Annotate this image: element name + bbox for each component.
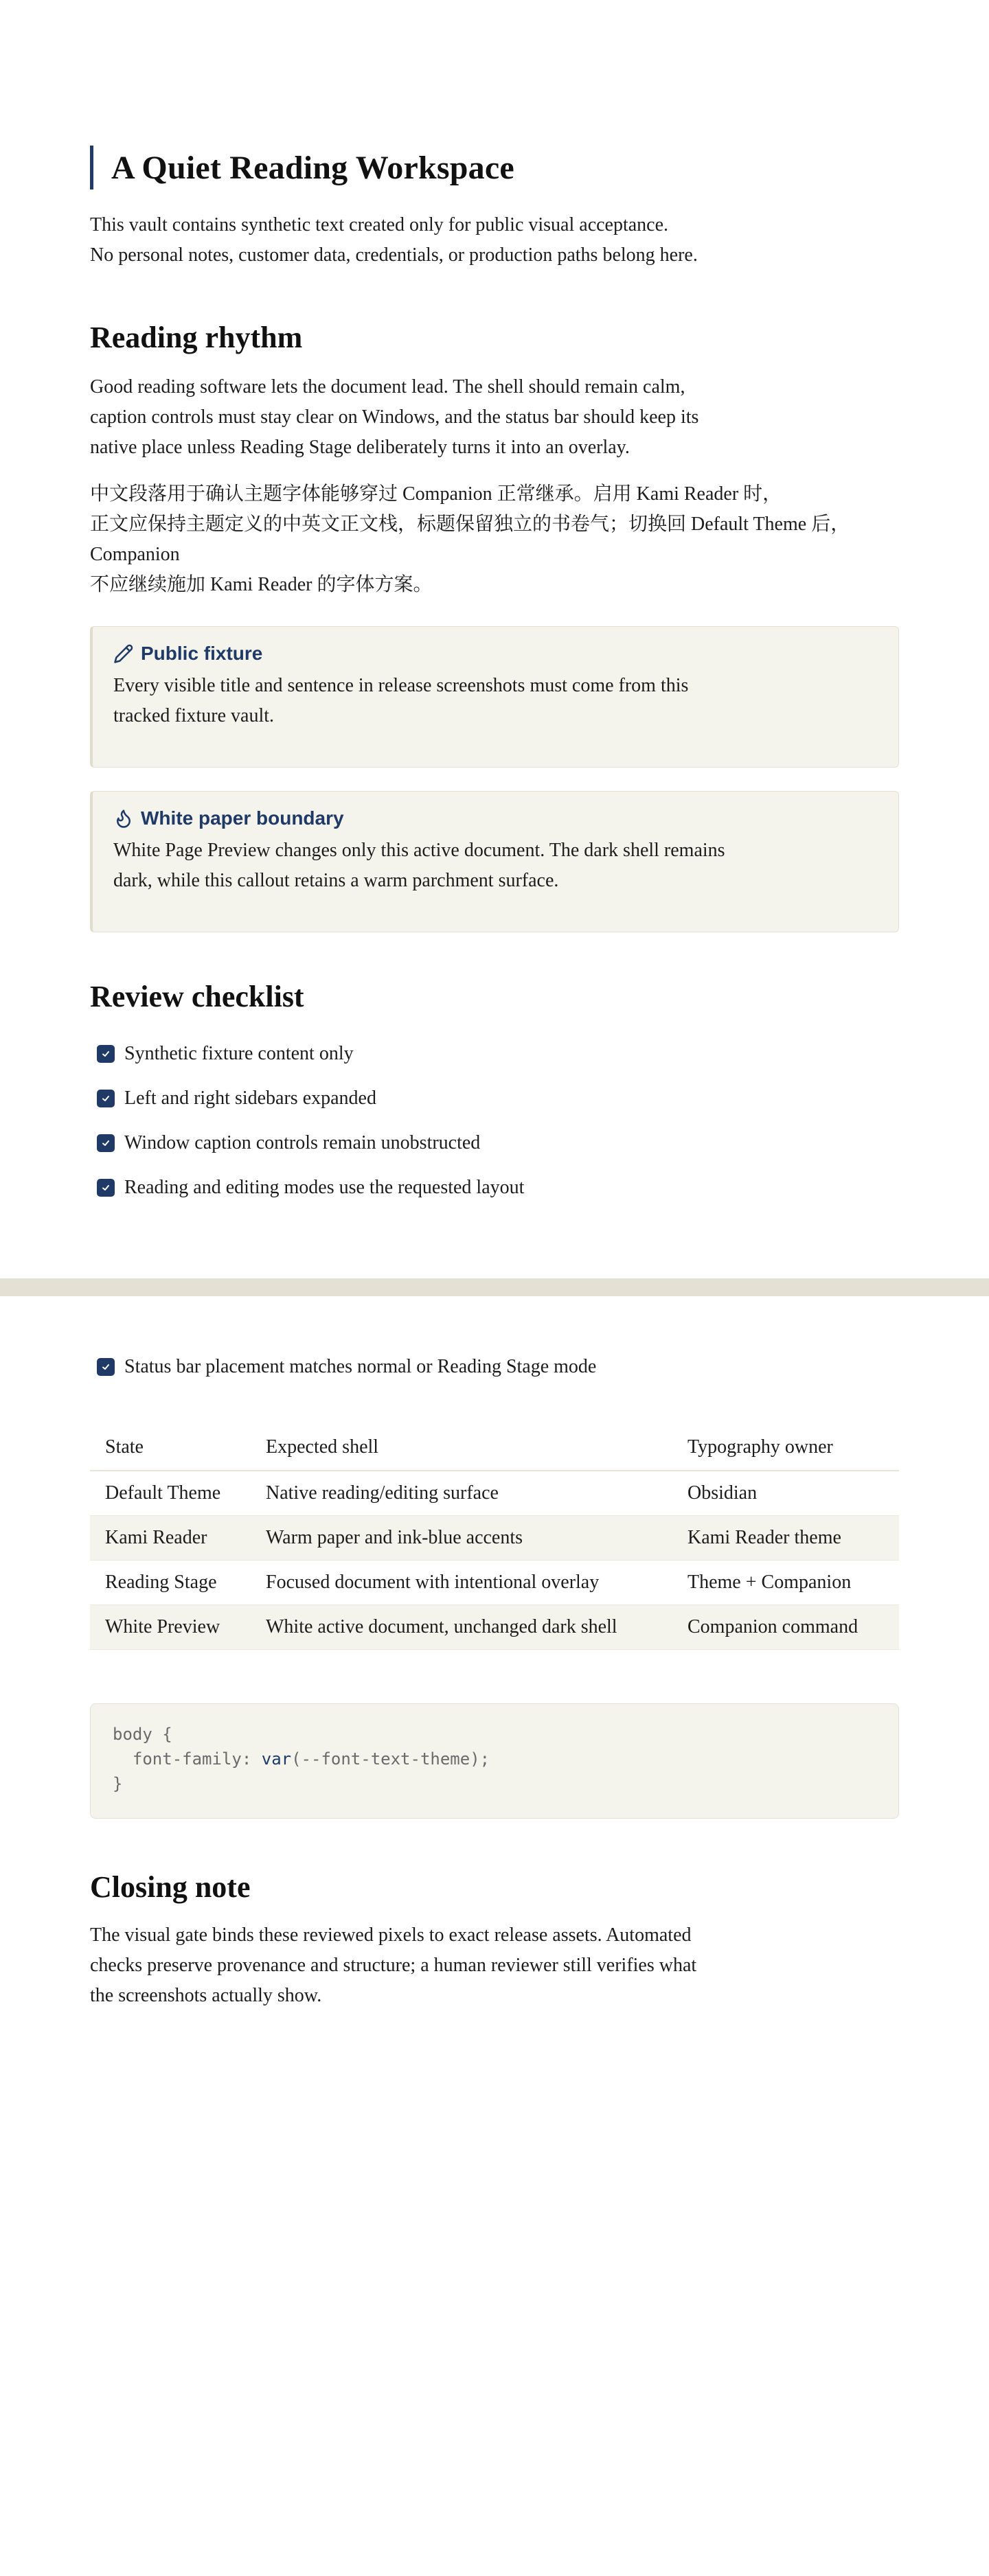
table-cell: Obsidian — [672, 1471, 899, 1516]
callout-line: dark, while this callout retains a warm parchment surface. — [113, 870, 559, 891]
code-token: (--font-text-theme); — [291, 1749, 490, 1769]
document-page-bottom — [90, 1344, 899, 2011]
heading-reading-rhythm: Reading rhythm — [90, 321, 303, 354]
flame-icon — [113, 808, 134, 829]
checkbox-checked[interactable] — [97, 1090, 115, 1107]
code-keyword: var — [261, 1749, 292, 1769]
table-cell: Reading Stage — [90, 1561, 251, 1605]
callout-body — [113, 836, 878, 896]
checklist-item — [90, 1120, 899, 1165]
paragraph-line: caption controls must stay clear on Windows, and the status bar should keep its — [90, 406, 699, 428]
checklist-item — [90, 1344, 899, 1389]
heading-closing-note: Closing note — [90, 1870, 251, 1904]
paragraph-line: 中文段落用于确认主题字体能够穿过 Companion 正常继承。启用 Kami Reader 时， — [90, 483, 782, 505]
page-divider — [0, 1278, 989, 1296]
checklist-item — [90, 1076, 899, 1120]
callout-line: White Page Preview changes only this active document. The dark shell remains — [113, 840, 725, 861]
table-cell: Warm paper and ink-blue accents — [251, 1516, 672, 1561]
table-row — [90, 1561, 899, 1605]
paragraph-line: The visual gate binds these reviewed pixels to exact release assets. Automated — [90, 1924, 692, 1946]
checklist — [90, 1031, 899, 1210]
checkbox-checked[interactable] — [97, 1179, 115, 1197]
callout-line: tracked fixture vault. — [113, 705, 275, 726]
page-title: A Quiet Reading Workspace — [111, 149, 514, 186]
closing-paragraph — [90, 1920, 899, 2011]
checklist-item-label: Left and right sidebars expanded — [124, 1087, 376, 1109]
table-cell: Native reading/editing surface — [251, 1471, 672, 1516]
checklist-item-label: Synthetic fixture content only — [124, 1042, 354, 1064]
paragraph-line: the screenshots actually show. — [90, 1985, 322, 2006]
code-line: } — [113, 1774, 123, 1793]
callout-line: Every visible title and sentence in release screenshots must come from this — [113, 675, 689, 696]
code-token: font-family: — [113, 1749, 262, 1769]
table-cell: Default Theme — [90, 1471, 251, 1516]
table-cell: Companion command — [672, 1605, 899, 1650]
checklist-item — [90, 1031, 899, 1076]
table-cell: White Preview — [90, 1605, 251, 1650]
checklist-item-label: Reading and editing modes use the requested layout — [124, 1176, 525, 1198]
code-block[interactable] — [90, 1703, 899, 1819]
shell-table — [90, 1425, 899, 1650]
table-cell: White active document, unchanged dark shell — [251, 1605, 672, 1650]
table-header-cell: State — [90, 1425, 251, 1471]
code-line: body { — [113, 1725, 172, 1744]
rhythm-paragraph — [90, 372, 899, 463]
callout-title: Public fixture — [141, 643, 263, 664]
table-cell: Kami Reader — [90, 1516, 251, 1561]
table-cell: Theme + Companion — [672, 1561, 899, 1605]
paragraph-line: native place unless Reading Stage deliberately turns it into an overlay. — [90, 437, 630, 458]
paragraph-line: checks preserve provenance and structure; a human reviewer still verifies what — [90, 1955, 697, 1976]
heading-review-checklist: Review checklist — [90, 980, 304, 1013]
checklist-item-label: Window caption controls remain unobstructed — [124, 1131, 481, 1153]
paragraph-line: 正文应保持主题定义的中英文正文栈，标题保留独立的书卷气；切换回 Default Theme 后， — [90, 514, 850, 535]
pencil-icon — [113, 643, 134, 664]
callout-title: White paper boundary — [141, 807, 344, 829]
callout-body — [113, 671, 878, 731]
callout-public-fixture — [90, 626, 899, 768]
checkbox-checked[interactable] — [97, 1358, 115, 1376]
cjk-paragraph — [90, 479, 899, 600]
callout-header[interactable] — [113, 641, 878, 667]
checklist-item — [90, 1165, 899, 1210]
document-page-top — [90, 146, 899, 1210]
table-row — [90, 1471, 899, 1516]
intro-paragraph — [90, 210, 899, 271]
table-header-cell: Expected shell — [251, 1425, 672, 1471]
paragraph-line: Good reading software lets the document lead. The shell should remain calm, — [90, 376, 685, 398]
table-cell: Kami Reader theme — [672, 1516, 899, 1561]
paragraph-line: 不应继续施加 Kami Reader 的字体方案。 — [90, 574, 433, 595]
title-block — [90, 146, 899, 189]
paragraph-line: Companion — [90, 544, 180, 565]
intro-line: This vault contains synthetic text created only for public visual acceptance. — [90, 214, 669, 235]
table-row — [90, 1605, 899, 1650]
callout-header[interactable] — [113, 805, 878, 831]
table-cell: Focused document with intentional overlay — [251, 1561, 672, 1605]
intro-line: No personal notes, customer data, credentials, or production paths belong here. — [90, 244, 698, 266]
table-row — [90, 1516, 899, 1561]
checkbox-checked[interactable] — [97, 1134, 115, 1152]
table-header-row — [90, 1425, 899, 1471]
checklist-item-label: Status bar placement matches normal or Reading Stage mode — [124, 1355, 597, 1377]
callout-white-paper-boundary — [90, 791, 899, 932]
table-header-cell: Typography owner — [672, 1425, 899, 1471]
checkbox-checked[interactable] — [97, 1045, 115, 1063]
